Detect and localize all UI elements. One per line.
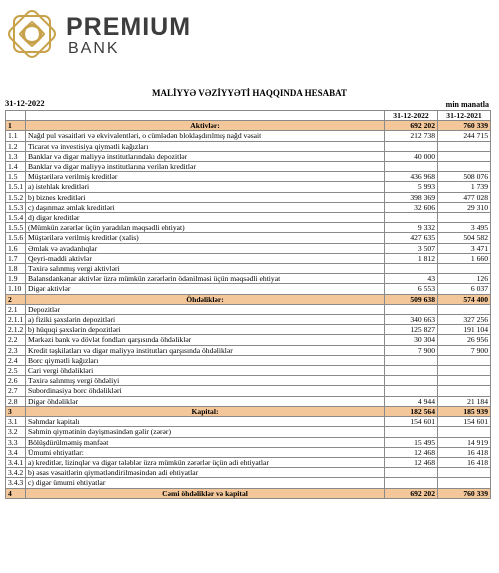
value-previous: 21 184	[438, 396, 491, 406]
value-current: 7 900	[385, 345, 438, 355]
table-row	[6, 264, 491, 274]
table-row	[6, 162, 491, 172]
row-label: Subordinasiya borc öhdəlikləri	[26, 386, 385, 396]
row-label: Təxirə salınmış vergi aktivləri	[26, 264, 385, 274]
table-row	[6, 468, 491, 478]
row-label: a) kreditlər, lizinqlər və digər tələblər üzrə mümkün zərərlər üçün adi ehtiyatlar	[26, 457, 385, 467]
row-label: a) istehlak kreditləri	[26, 182, 385, 192]
value-current	[385, 304, 438, 314]
column-previous-date: 31-12-2021	[438, 111, 491, 121]
row-label: Cəmi öhdəliklər və kapital	[26, 488, 385, 498]
row-label: b) əsas vəsaitlərin qiymətləndirilməsindən adi ehtiyatlar	[26, 468, 385, 478]
section-row	[6, 121, 491, 131]
row-number: 3.4.3	[6, 478, 26, 488]
row-number: 3	[6, 406, 26, 416]
row-number: 3.2	[6, 427, 26, 437]
report-unit: min manatla	[445, 100, 489, 109]
row-number: 1.5.4	[6, 213, 26, 223]
report-date: 31-12-2022	[5, 98, 45, 108]
value-previous	[438, 355, 491, 365]
value-current: 15 495	[385, 437, 438, 447]
row-number: 4	[6, 488, 26, 498]
value-current	[385, 427, 438, 437]
value-previous: 3 471	[438, 243, 491, 253]
row-label: Bölüşdürülməmiş mənfəət	[26, 437, 385, 447]
value-current: 6 553	[385, 284, 438, 294]
row-number: 2.1	[6, 304, 26, 314]
value-previous: 508 076	[438, 172, 491, 182]
value-previous	[438, 427, 491, 437]
table-row	[6, 386, 491, 396]
row-label: c) daşınmaz əmlak kreditləri	[26, 202, 385, 212]
value-current: 125 827	[385, 325, 438, 335]
table-row	[6, 243, 491, 253]
row-label: a) fiziki şəxslərin depozitləri	[26, 315, 385, 325]
value-current: 9 332	[385, 223, 438, 233]
value-previous: 185 939	[438, 406, 491, 416]
row-label: d) digər kreditlər	[26, 213, 385, 223]
table-row	[6, 253, 491, 263]
value-previous	[438, 151, 491, 161]
header-empty-label	[26, 111, 385, 121]
row-number: 1.7	[6, 253, 26, 263]
value-previous	[438, 141, 491, 151]
value-current: 340 663	[385, 315, 438, 325]
value-current: 43	[385, 274, 438, 284]
row-label: Nağd pul vəsaitləri və ekvivalentləri, o cümlədən bloklaşdırılmış nağd vəsait	[26, 131, 385, 141]
value-previous	[438, 468, 491, 478]
row-number: 2.4	[6, 355, 26, 365]
table-row	[6, 151, 491, 161]
table-row	[6, 396, 491, 406]
table-row	[6, 345, 491, 355]
value-previous	[438, 478, 491, 488]
row-number: 1.4	[6, 162, 26, 172]
column-current-date: 31-12-2022	[385, 111, 438, 121]
row-number: 2.7	[6, 386, 26, 396]
row-label: Kredit təşkilatları və digər maliyyə institutları qarşısında öhdəliklər	[26, 345, 385, 355]
row-number: 2.1.1	[6, 315, 26, 325]
value-previous	[438, 366, 491, 376]
value-previous	[438, 376, 491, 386]
row-label: (Mümkün zərərlər üçün yaradılan məqsədli ehtiyat)	[26, 223, 385, 233]
value-current: 32 606	[385, 202, 438, 212]
value-previous	[438, 213, 491, 223]
value-previous	[438, 264, 491, 274]
row-label: Qeyri-maddi aktivlər	[26, 253, 385, 263]
table-row	[6, 478, 491, 488]
row-label: Müştərilərə verilmiş kreditlər	[26, 172, 385, 182]
value-previous: 3 495	[438, 223, 491, 233]
table-row	[6, 223, 491, 233]
value-current: 427 635	[385, 233, 438, 243]
value-current	[385, 386, 438, 396]
value-current: 3 507	[385, 243, 438, 253]
value-previous: 6 037	[438, 284, 491, 294]
value-previous: 760 339	[438, 121, 491, 131]
table-row	[6, 437, 491, 447]
row-label: Cari vergi öhdəlikləri	[26, 366, 385, 376]
value-current	[385, 141, 438, 151]
header-empty-no	[6, 111, 26, 121]
value-current	[385, 376, 438, 386]
row-number: 1.6	[6, 243, 26, 253]
row-number: 1.3	[6, 151, 26, 161]
value-previous: 191 104	[438, 325, 491, 335]
row-label: Ticarət və investisiya qiymətli kağızları	[26, 141, 385, 151]
row-number: 1.9	[6, 274, 26, 284]
value-previous	[438, 162, 491, 172]
table-row	[6, 304, 491, 314]
financial-position-table	[5, 110, 491, 499]
knot-logo-icon	[6, 8, 58, 60]
value-current: 40 000	[385, 151, 438, 161]
row-label: Öhdəliklər:	[26, 294, 385, 304]
value-previous	[438, 304, 491, 314]
value-current	[385, 355, 438, 365]
row-number: 1.5	[6, 172, 26, 182]
row-number: 1.5.2	[6, 192, 26, 202]
value-previous: 1 739	[438, 182, 491, 192]
table-row	[6, 427, 491, 437]
row-label: Digər öhdəliklər	[26, 396, 385, 406]
value-previous: 14 919	[438, 437, 491, 447]
table-row	[6, 376, 491, 386]
value-previous	[438, 386, 491, 396]
row-label: Səhmin qiymətinin dəyişməsindən gəlir (zərər)	[26, 427, 385, 437]
table-row	[6, 335, 491, 345]
row-number: 1.5.5	[6, 223, 26, 233]
value-current: 182 564	[385, 406, 438, 416]
brand-name: PREMIUM	[66, 13, 192, 41]
table-row	[6, 274, 491, 284]
row-number: 2	[6, 294, 26, 304]
section-row	[6, 488, 491, 498]
row-label: Balansdankənar aktivlər üzrə mümkün zərərlərin ödənilməsi üçün məqsədli ehtiyat	[26, 274, 385, 284]
value-previous: 477 028	[438, 192, 491, 202]
value-previous: 7 900	[438, 345, 491, 355]
row-number: 2.3	[6, 345, 26, 355]
value-previous: 126	[438, 274, 491, 284]
value-previous: 26 956	[438, 335, 491, 345]
table-row	[6, 457, 491, 467]
row-label: Banklar və digər maliyyə institutlarına verilən kreditlər	[26, 162, 385, 172]
report-title: MALİYYƏ VƏZİYYƏTİ HAQQINDA HESABAT	[152, 88, 347, 98]
table-row	[6, 131, 491, 141]
value-previous: 760 339	[438, 488, 491, 498]
row-label: Ümumi ehtiyatlar:	[26, 447, 385, 457]
row-label: Kapital:	[26, 406, 385, 416]
value-current: 5 993	[385, 182, 438, 192]
row-number: 1.5.1	[6, 182, 26, 192]
table-row	[6, 315, 491, 325]
row-label: Təxirə salınmış vergi öhdəliyi	[26, 376, 385, 386]
row-label: Borc qiymətli kağızları	[26, 355, 385, 365]
row-label: Depozitlər	[26, 304, 385, 314]
table-header-row	[6, 111, 491, 121]
table-row	[6, 284, 491, 294]
value-current	[385, 264, 438, 274]
value-current	[385, 478, 438, 488]
value-current: 12 468	[385, 447, 438, 457]
row-number: 1.10	[6, 284, 26, 294]
brand-subname: BANK	[68, 40, 120, 57]
row-number: 2.8	[6, 396, 26, 406]
table-row	[6, 355, 491, 365]
value-current: 436 968	[385, 172, 438, 182]
value-previous: 1 660	[438, 253, 491, 263]
row-number: 3.3	[6, 437, 26, 447]
row-number: 1.8	[6, 264, 26, 274]
section-row	[6, 406, 491, 416]
row-number: 1.5.6	[6, 233, 26, 243]
table-row	[6, 141, 491, 151]
row-number: 2.5	[6, 366, 26, 376]
table-row	[6, 447, 491, 457]
value-current	[385, 468, 438, 478]
value-current: 12 468	[385, 457, 438, 467]
row-label: c) digər ümumi ehtiyatlar	[26, 478, 385, 488]
row-number: 1	[6, 121, 26, 131]
table-row	[6, 233, 491, 243]
row-number: 3.1	[6, 417, 26, 427]
row-number: 2.6	[6, 376, 26, 386]
value-current	[385, 162, 438, 172]
row-number: 3.4	[6, 447, 26, 457]
row-label: Müştərilərə verilmiş kreditlər (xalis)	[26, 233, 385, 243]
value-current	[385, 213, 438, 223]
value-previous: 16 418	[438, 447, 491, 457]
value-previous: 574 400	[438, 294, 491, 304]
table-row	[6, 202, 491, 212]
row-label: Əmlak və avadanlıqlar	[26, 243, 385, 253]
row-label: Səhmdar kapitalı	[26, 417, 385, 427]
table-row	[6, 325, 491, 335]
row-number: 1.5.3	[6, 202, 26, 212]
table-row	[6, 192, 491, 202]
row-label: Aktivlər:	[26, 121, 385, 131]
bank-logo	[6, 8, 246, 58]
row-number: 2.1.2	[6, 325, 26, 335]
value-previous: 327 256	[438, 315, 491, 325]
row-label: Mərkəzi bank və dövlət fondları qarşısında öhdəliklər	[26, 335, 385, 345]
table-row	[6, 182, 491, 192]
value-current: 509 638	[385, 294, 438, 304]
value-previous: 16 418	[438, 457, 491, 467]
section-row	[6, 294, 491, 304]
value-previous: 154 601	[438, 417, 491, 427]
table-row	[6, 172, 491, 182]
row-number: 1.1	[6, 131, 26, 141]
row-label: b) hüquqi şəxslərin depozitləri	[26, 325, 385, 335]
row-label: Banklar və digər maliyyə institutlarındakı depozitlər	[26, 151, 385, 161]
value-current: 4 944	[385, 396, 438, 406]
table-row	[6, 213, 491, 223]
value-current: 154 601	[385, 417, 438, 427]
row-number: 3.4.2	[6, 468, 26, 478]
value-current: 212 738	[385, 131, 438, 141]
table-row	[6, 417, 491, 427]
row-label: b) biznes kreditləri	[26, 192, 385, 202]
row-number: 1.2	[6, 141, 26, 151]
row-number: 3.4.1	[6, 457, 26, 467]
value-current: 692 202	[385, 488, 438, 498]
value-previous: 29 310	[438, 202, 491, 212]
value-current	[385, 366, 438, 376]
row-number: 2.2	[6, 335, 26, 345]
value-previous: 244 715	[438, 131, 491, 141]
value-current: 692 202	[385, 121, 438, 131]
row-label: Digər aktivlər	[26, 284, 385, 294]
value-current: 1 812	[385, 253, 438, 263]
value-current: 398 369	[385, 192, 438, 202]
value-current: 30 304	[385, 335, 438, 345]
value-previous: 504 582	[438, 233, 491, 243]
table-row	[6, 366, 491, 376]
